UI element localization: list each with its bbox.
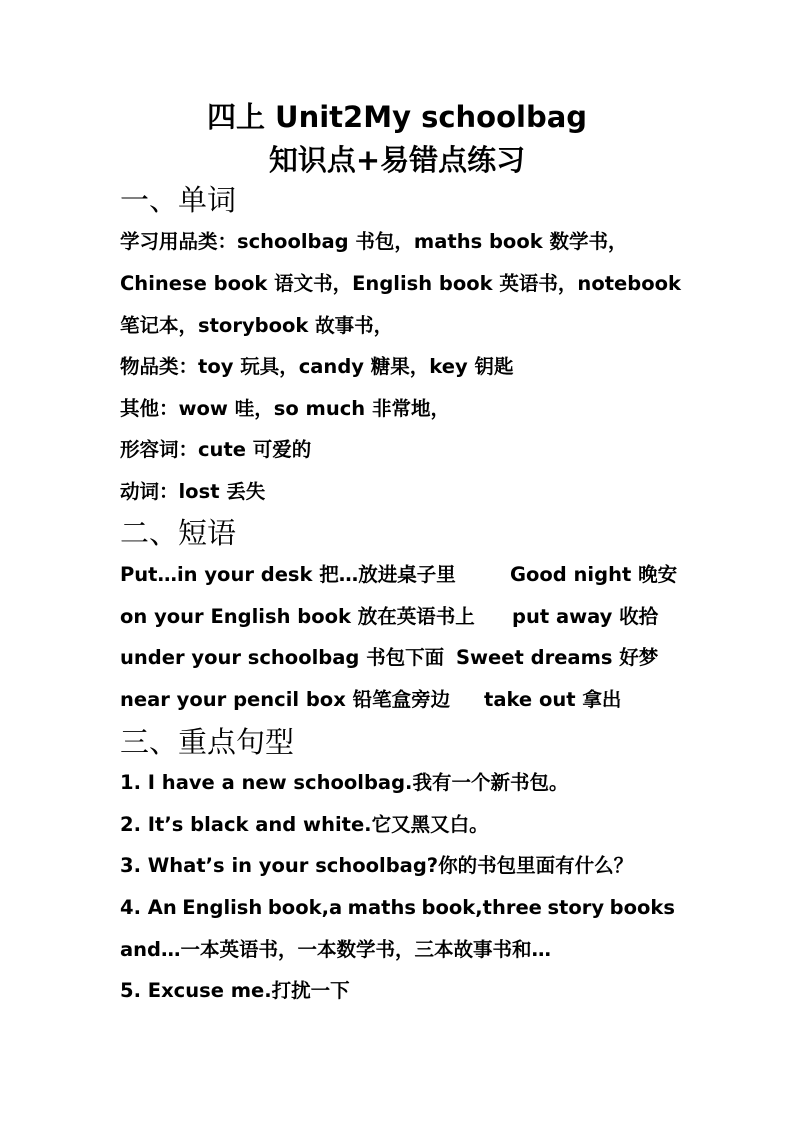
document-title: 四上 Unit2My schoolbag bbox=[206, 100, 588, 134]
sentence-line-justified bbox=[120, 893, 675, 923]
section-heading-words: 一、单词 bbox=[120, 183, 237, 217]
sentence-line: 2. It’s black and white.它又黑又白。 bbox=[120, 813, 489, 836]
vocab-line: 其他：wow 哇，so much 非常地， bbox=[120, 397, 450, 420]
phrase-right: take out 拿出 bbox=[484, 688, 622, 711]
vocab-line: 形容词：cute 可爱的 bbox=[120, 438, 312, 461]
document-subtitle: 知识点+易错点练习 bbox=[268, 143, 526, 177]
phrase-left: on your English book 放在英语书上 bbox=[120, 605, 475, 628]
vocab-line: 动词：lost 丢失 bbox=[120, 480, 266, 503]
sentence-word: maths bbox=[347, 896, 416, 919]
sentence-word: books bbox=[609, 896, 675, 919]
sentence-word: story bbox=[547, 896, 605, 919]
phrase-right: put away 收拾 bbox=[512, 605, 659, 628]
phrase-left: near your pencil box 铅笔盒旁边 bbox=[120, 688, 451, 711]
section-heading-sentences: 三、重点句型 bbox=[120, 725, 295, 759]
phrase-right: Good night 晚安 bbox=[510, 563, 678, 586]
section-heading-phrases: 二、短语 bbox=[120, 516, 237, 550]
sentence-line: and…一本英语书，一本数学书，三本故事书和… bbox=[120, 938, 551, 961]
phrase-right: Sweet dreams 好梦 bbox=[456, 646, 659, 669]
phrase-left: Put…in your desk 把…放进桌子里 bbox=[120, 563, 456, 586]
sentence-word: English bbox=[182, 896, 263, 919]
sentence-word: 4. An bbox=[120, 896, 177, 919]
vocab-line: Chinese book 语文书，English book 英语书，notebook bbox=[120, 272, 681, 295]
phrase-left: under your schoolbag 书包下面 bbox=[120, 646, 445, 669]
sentence-word: book,a bbox=[267, 896, 343, 919]
vocab-line: 物品类：toy 玩具，candy 糖果，key 钥匙 bbox=[120, 355, 514, 378]
sentence-word: book,three bbox=[421, 896, 542, 919]
sentence-line: 3. What’s in your schoolbag?你的书包里面有什么？ bbox=[120, 854, 634, 877]
sentence-line: 5. Excuse me.打扰一下 bbox=[120, 979, 350, 1002]
vocab-line: 笔记本，storybook 故事书， bbox=[120, 314, 394, 337]
vocab-line: 学习用品类：schoolbag 书包，maths book 数学书， bbox=[120, 230, 628, 253]
sentence-line: 1. I have a new schoolbag.我有一个新书包。 bbox=[120, 771, 569, 794]
